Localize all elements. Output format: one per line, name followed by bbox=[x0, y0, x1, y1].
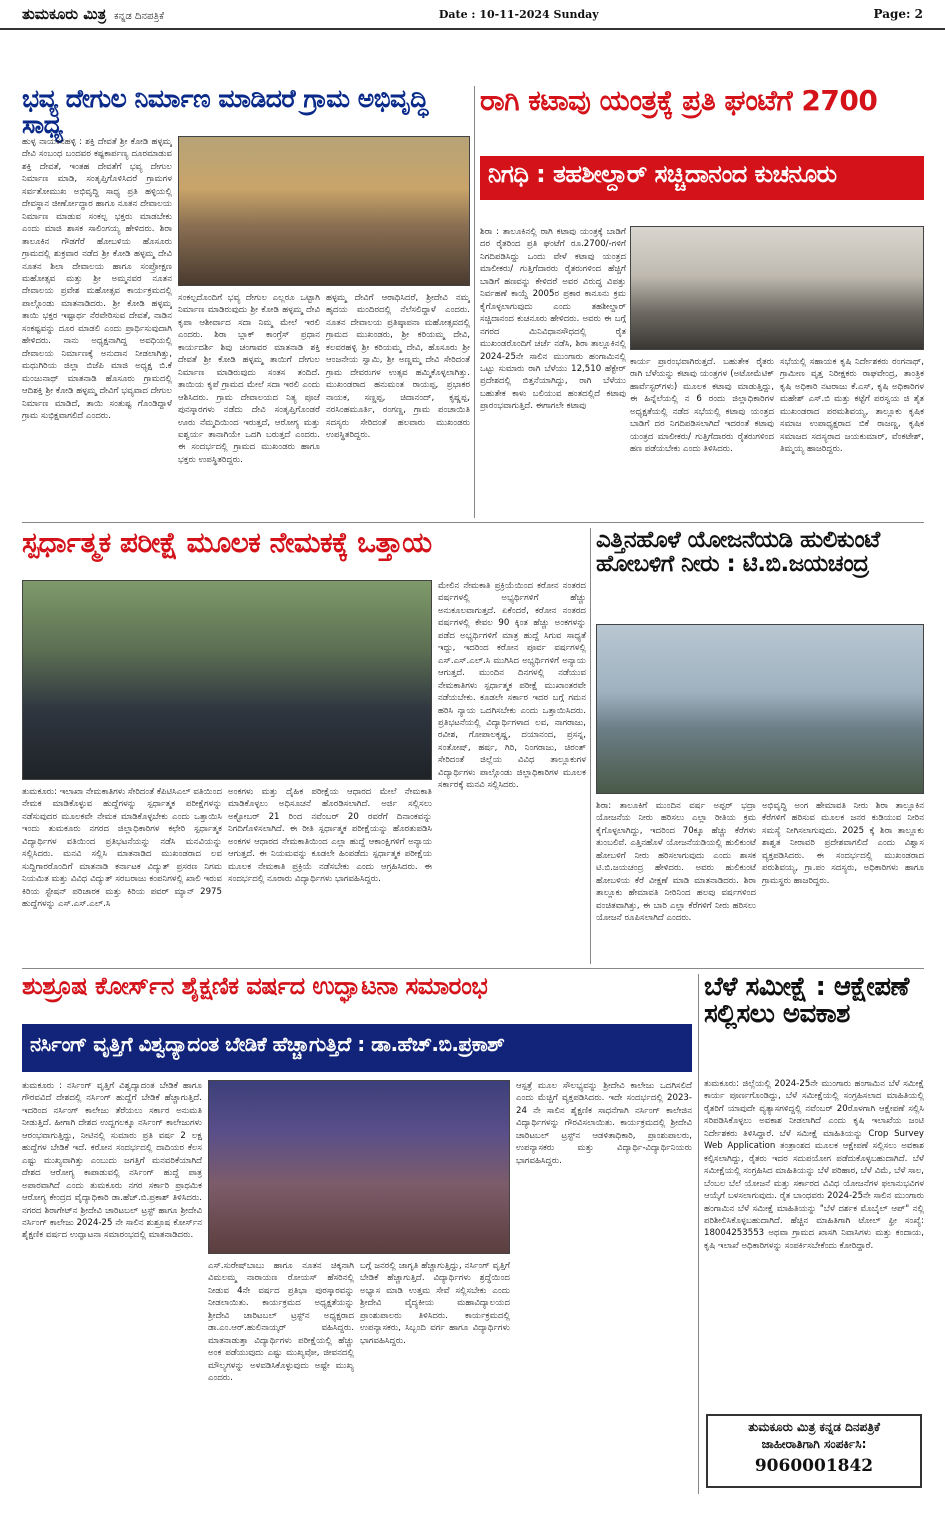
story5-headline: ಶುಶ್ರೂಷ ಕೋರ್ಸ್‌ನ ಶೈಕ್ಷಣಿಕ ವರ್ಷದ ಉದ್ಘಾಟನಾ ಸಮಾರಂಭ bbox=[22, 972, 488, 1000]
section-divider bbox=[22, 968, 924, 969]
story2-col1: ಶಿರಾ : ತಾಲೂಕಿನಲ್ಲಿ ರಾಗಿ ಕಟಾವು ಯಂತ್ರಕ್ಕೆ ಬಾಡಿಗೆ ದರ ರೈತರಿಂದ ಪ್ರತಿ ಘಂಟೆಗೆ ರೂ.2700/-ಗಳಿಗೆ ನಿಗದಿಪಡಿಸಿದ್ದು ಒಂದು ವೇಳೆ ಕಟಾವು ಯಂತ್ರದ ಮಾಲೀಕರು/ ಗುತ್ತಿಗೆದಾರರು ರೈತರುಗಳಿಂದ ಹೆಚ್ಚಿಗೆ ಬಾಡಿಗೆ ಹಣವನ್ನು ಕೇಳಿದರೆ ಅವರ ವಿರುದ್ಧ ವಿಪತ್ತು ನಿರ್ವಹಣೆ ಕಾಯ್ದೆ 2005ರ ಪ್ರಕಾರ ಕಾನೂನು ಕ್ರಮ ಕೈಗೊಳ್ಳಲಾಗುವುದು ಎಂದು ತಹಶೀಲ್ದಾರ್ ಸಚ್ಚಿದಾನಂದ ಕುಚನೂರು ಹೇಳಿದರು. ಅವರು ಈ ಬಗ್ಗೆ ನಗರದ ಮಿನಿವಿಧಾನಸೌಧದಲ್ಲಿ ರೈತ ಮುಖಂಡರೊಂದಿಗೆ ಚರ್ಚೆ ನಡೆಸಿ, ಶಿರಾ ತಾಲ್ಲೂಕಿನಲ್ಲಿ 2024-25ನೇ ಸಾಲಿನ ಮುಂಗಾರು ಹಂಗಾಮಿನಲ್ಲಿ ಒಟ್ಟು ಸುಮಾರು ರಾಗಿ ಬೆಳೆಯು 12,510 ಹೆಕ್ಟೇರ್ ಪ್ರದೇಶದಲ್ಲಿ ಬಿತ್ತನೆಯಾಗಿದ್ದು, ರಾಗಿ ಬೆಳೆಯು ಬಹುತೇಕ ಕಾಳು ಬಲಿಯುವ ಹಂತದಲ್ಲಿದೆ ಕಟಾವು ಪ್ರಾರಂಭವಾಗುತ್ತಿದೆ. ಈಗಾಗಲೇ ಕಟಾವು bbox=[480, 227, 626, 412]
story2-col2: ಕಾರ್ಯ ಪ್ರಾರಂಭವಾಗಿರುತ್ತದೆ. ಬಹುತೇಕ ರೈತರು ರಾಗಿ ಬೆಳೆಯನ್ನು ಕಟಾವು ಯಂತ್ರಗಳ (ಅಟೋಮೆಟಿಕ್ ಹಾರ್ವೆಸ್ಟರ್‌ಗಳು) ಮೂಲಕ ಕಟಾವು ಮಾಡುತ್ತಿದ್ದು, ಈ ಹಿನ್ನೆಲೆಯಲ್ಲಿ ನ 6 ರಂದು ಜಿಲ್ಲಾಧಿಕಾರಿಗಳ ಅಧ್ಯಕ್ಷತೆಯಲ್ಲಿ ನಡೆದ ಸಭೆಯಲ್ಲಿ ಕಟಾವು ಯಂತ್ರದ ಬಾಡಿಗೆ ದರ ನಿಗದಿಪಡಿಸಲಾಗಿದೆ ಇದರಂತೆ ಕಟಾವು ಯಂತ್ರದ ಮಾಲೀಕರು/ ಗುತ್ತಿಗೆದಾರರು ರೈತರುಗಳಿಂದ ಹಣ ಪಡೆಯಬೇಕು ಎಂದು ತಿಳಿಸಿದರು. bbox=[630, 357, 774, 455]
story4-col2: ಅಭಿವೃದ್ಧಿ ಅಂಗ ಹೇಮಾವತಿ ನೀರು ಶಿರಾ ತಾಲ್ಲೂಕಿನ ಕೆರೆಗಳಿಗೆ ಹರಿಸುವ ಮೂಲಕ ಜನರ ಕುಡಿಯುವ ನೀರಿನ ಸಮಸ್ಯೆ ನೀಗಿಸಲಾಗುವುದು. 2025 ಕ್ಕೆ ಶಿರಾ ತಾಲ್ಲೂಕು ಶಾಶ್ವತ ನೀರಾವರಿ ಪ್ರದೇಶವಾಗಲಿದೆ ಎಂದು ವಿಶ್ವಾಸ ವ್ಯಕ್ತಪಡಿಸಿದರು. ಈ ಸಂದರ್ಭದಲ್ಲಿ ಮುಖಂಡರಾದ ಪರುಶಿವಯ್ಯ, ಗ್ರಾ.ಪಂ ಸದಸ್ಯರು, ಅಧಿಕಾರಿಗಳು ಹಾಗೂ ಗ್ರಾಮಸ್ಥರು ಹಾಜರಿದ್ದರು. bbox=[762, 801, 924, 886]
story1-col1: ಹುಳ್ಳ ನಾಯಕನಹಳ್ಳಿ : ಶಕ್ತಿ ದೇವತೆ ಶ್ರೀ ಕೋಡಿ ಹಳ್ಳಮ್ಮ ದೇವಿ ಸಂಬಂಧ ಬಂದವರ ಕಷ್ಟಕಾರ್ಪಣ್ಯ ದೂರಮಾಡುವ ಶಕ್ತಿ ದೇವತೆ, ಇಂತಹ ದೇವತೆಗೆ ಭವ್ಯ ದೇಗುಲ ನಿರ್ಮಾಣ ಮಾಡಿ, ಸಂತೃಪ್ತಿಗೊಳಿಸಿದರೆ ಗ್ರಾಮಗಳ ಸರ್ವತೋಮುಖ ಅಭಿವೃದ್ಧಿ ಸಾಧ್ಯ ಪ್ರತಿ ಹಳ್ಳಿಯಲ್ಲಿ ದೇವಸ್ಥಾನ ಜೀರ್ಣೋದ್ಧಾರ ಹಾಗೂ ನೂತನ ದೇವಾಲಯ ನಿರ್ಮಾಣ ಮಾಡುವ ಸಂಕಲ್ಪ ಭಕ್ತರು ಮಾಡಬೇಕು ಎಂದು ಮಾಜಿ ಶಾಸಕ ಸಾಲಿಂಗಯ್ಯ ಹೇಳಿದರು. ಶಿರಾ ತಾಲೂಕಿನ ಗೌಡಗೆರೆ ಹೋಬಳಿಯ ಹೊಸೂರು ಗ್ರಾಮದಲ್ಲಿ ಶುಕ್ರವಾರ ನಡೆದ ಶ್ರೀ ಕೋಡಿ ಹಳ್ಳಮ್ಮ ದೇವಿ ನೂತನ ಶಿಲಾ ದೇವಾಲಯ ಹಾಗೂ ಸಂಪ್ರೋಕ್ಷಣ ಮಹೋತ್ಸವ ಮತ್ತು ಶ್ರೀ ಅಮ್ಮನವರ ನೂತನ ದೇವಾಲಯ ಪ್ರವೇಶ ಮಹೋತ್ಸವ ಕಾರ್ಯಕ್ರಮದಲ್ಲಿ ಪಾಲ್ಗೊಂಡು ಮಾತನಾಡಿದರು. ಶ್ರೀ ಕೋಡಿ ಹಳ್ಳಮ್ಮ ತಾಯಿ ಭಕ್ತರ ಇಷ್ಟಾರ್ಥ ನೆರವೇರಿಸುವ ದೇವತೆ, ನಾಡಿನ ಸಂಕಷ್ಟವನ್ನು ದೂರ ಮಾಡಲಿ ಎಂದು ಪ್ರಾರ್ಥಿಸುವುದಾಗಿ ಹೇಳಿದರು. ನಾನು ಅಧ್ಯಕ್ಷನಾಗಿದ್ದ ಅವಧಿಯಲ್ಲಿ ದೇವಾಲಯ ನಿರ್ಮಾಣಕ್ಕೆ ಅನುದಾನ ನೀಡಲಾಗಿತ್ತು, ಮಧುಗಿರಿಯ ಜಿಲ್ಲಾ ಬಿಜೆಪಿ ಮಾಜಿ ಅಧ್ಯಕ್ಷ ಬಿ.ಕೆ ಮಂಜುನಾಥ್ ಮಾತನಾಡಿ ಹೊಸೂರು ಗ್ರಾಮದಲ್ಲಿ ಆದಿಶಕ್ತಿ ಶ್ರೀ ಕೋಡಿ ಹಳ್ಳಮ್ಮ ದೇವಿಗೆ ಭವ್ಯವಾದ ದೇಗುಲ ನಿರ್ಮಾಣ ಮಾಡಿದೆ, ತಾಯಿ ಸಂತುಷ್ಟ ಗೊಂಡಿದ್ದಾಳೆ ಗ್ರಾಮ ಸುಭಿಕ್ಷವಾಗಲಿದೆ ಎಂದರು. bbox=[22, 137, 172, 421]
story3-col2: ಅಂಕಗಳು ಮತ್ತು ದೈಹಿಕ ಪರೀಕ್ಷೆಯ ಆಧಾರದ ಮೇಲೆ ನೇಮಕಾತಿ ಮಾಡಿಕೊಳ್ಳಲು ಅಧಿಸೂಚನೆ ಹೊರಡಿಸಲಾಗಿದೆ. ಅರ್ಜಿ ಸಲ್ಲಿಸಲು ಅಕ್ಟೋಬರ್ 21 ರಿಂದ ನವೆಂಬರ್ 20 ರವರೆಗೆ ದಿನಾಂಕವನ್ನು ನಿಗದಿಗೊಳಿಸಲಾಗಿದೆ. ಈ ರೀತಿ ಸ್ಪರ್ಧಾತ್ಮಕ ಪರೀಕ್ಷೆಯನ್ನು ಹೊರತುಪಡಿಸಿ ಅಂಕಗಳ ಆಧಾರದ ನೇಮಕಾತಿಯಿಂದ ಎಲ್ಲಾ ಹುದ್ದೆ ಆಕಾಂಕ್ಷಿಗಳಿಗೆ ಅನ್ಯಾಯ ಆಗುತ್ತದೆ. ಈ ನಿಯಮವನ್ನು ಕೂಡಲೇ ಹಿಂಪಡೆದು ಸ್ಪರ್ಧಾತ್ಮಕ ಪರೀಕ್ಷೆಯ ಮೂಲಕ ನೇಮಕಾತಿ ಪ್ರಕ್ರಿಯೆ ನಡೆಸಬೇಕು ಎಂದು ಆಗ್ರಹಿಸಿದರು. ಈ ಸಂದರ್ಭದಲ್ಲಿ ನೂರಾರು ವಿದ್ಯಾರ್ಥಿಗಳು ಭಾಗವಹಿಸಿದ್ದರು. bbox=[228, 787, 432, 885]
story5-col1: ತುಮಕೂರು : ನರ್ಸಿಂಗ್ ವೃತ್ತಿಗೆ ವಿಶ್ವದ್ಯಾದಂತ ಬೇಡಿಕೆ ಹಾಗೂ ಗೌರವವಿದೆ ದೇಶದಲ್ಲಿ ನರ್ಸಿಂಗ್ ಹುದ್ದೆಗೆ ಬೇಡಿಕೆ ಹೆಚ್ಚಾಗುತ್ತಿದೆ. ಇದರಿಂದ ನರ್ಸಿಂಗ್ ಕಾಲೇಜು ತೆರೆಯಲು ಸರ್ಕಾರ ಅನುಮತಿ ನೀಡುತ್ತಿದೆ. ಹೀಗಾಗಿ ದೇಶದ ಉದ್ದಗಲಕ್ಕೂ ನರ್ಸಿಂಗ್ ಕಾಲೇಜುಗಳು ಆರಂಭವಾಗುತ್ತಿದ್ದು, ನೀಟಿನಲ್ಲಿ ಸುಮಾರು ಪ್ರತಿ ವರ್ಷ 2 ಲಕ್ಷ ಹುದ್ದೆಗಳ ಬೇಡಿಕೆ ಇದೆ. ಕರೋನ ಸಂದರ್ಭದಲ್ಲಿ ದಾದಿಯರ ಕೆಲಸ ಎಷ್ಟು ಮುಖ್ಯವಾಗಿತ್ತು ಎಂಬುದು ಜಗತ್ತಿಗೆ ಮನವರಿಕೆಯಾಗಿದೆ ದೇಶದ ಆರೋಗ್ಯ ಕಾಪಾಡುವಲ್ಲಿ ನರ್ಸಿಂಗ್ ಹುದ್ದೆ ಪಾತ್ರ ಅಪಾರವಾಗಿದೆ ಎಂದು ತುಮಕೂರು ನಗರ ಸರ್ಕಾರಿ ಪ್ರಾಥಮಿಕ ಆರೋಗ್ಯ ಕೇಂದ್ರದ ವೈದ್ಯಾಧಿಕಾರಿ ಡಾ.ಹೆಚ್.ಬಿ.ಪ್ರಕಾಶ್ ತಿಳಿಸಿದರು. ನಗರದ ಶಿರಾಗೇಟ್‌ನ ಶ್ರೀದೇವಿ ಚಾರಿಟಬಲ್ ಟ್ರಸ್ಟ್ ಹಾಗೂ ಶ್ರೀದೇವಿ ನರ್ಸಿಂಗ್ ಕಾಲೇಜು 2024-25 ನೇ ಸಾಲಿನ ಶುಶ್ರೂಷ ಕೋರ್ಸ್‌ನ ಶೈಕ್ಷಣಿಕ ವರ್ಷದ ಉದ್ಘಾಟನಾ ಸಮಾರಂಭದಲ್ಲಿ ಮಾತನಾಡಿದರು. bbox=[22, 1081, 202, 1241]
ad-phone-number: 9060001842 bbox=[754, 1456, 874, 1476]
story3-col1: ತುಮಕೂರು: ಇಲಾಖಾ ನೇಮಕಾತಿಗಳು ಸೇರಿದಂತೆ ಕೆಪಿಟಿಸಿಎಲ್ ವತಿಯಿಂದ ನೇಮಕ ಮಾಡಿಕೊಳ್ಳುವ ಹುದ್ದೆಗಳನ್ನು ಸ್ಪರ್ಧಾತ್ಮಕ ಪರೀಕ್ಷೆಗಳನ್ನು ನಡೆಸುವುದರ ಮೂಲಕವೇ ನೇಮಕ ಮಾಡಿಕೊಳ್ಳಬೇಕು ಎಂದು ಒತ್ತಾಯಿಸಿ ಇಂದು ತುಮಕೂರು ನಗರದ ಜಿಲ್ಲಾಧಿಕಾರಿಗಳ ಕಛೇರಿ ಸ್ಪರ್ಧಾತ್ಮಕ ವಿದ್ಯಾರ್ಥಿಗಳ ವತಿಯಿಂದ ಪ್ರತಿಭಟನೆಯನ್ನು ನಡೆಸಿ ಮನವಿಯನ್ನು ಸಲ್ಲಿಸಿದರು. ಮನವಿ ಸಲ್ಲಿಸಿ ಮಾತನಾಡಿದ ಮುಖಂಡರಾದ ಲವ ಸುದ್ದಿಗಾರರೊಂದಿಗೆ ಮಾತನಾಡಿ ಕರ್ನಾಟಕ ವಿದ್ಯುತ್ ಪ್ರಸರಣ ನಿಗಮ ನಿಯಮಿತ ಮತ್ತು ವಿವಿಧ ವಿದ್ಯುತ್ ಸರಬರಾಜು ಕಂಪನಿಗಳಲ್ಲಿ ಖಾಲಿ ಇರುವ ಕಿರಿಯ ಸ್ಟೇಷನ್ ಪರಿಚಾರಕ ಮತ್ತು ಕಿರಿಯ ಪವರ್ ಮ್ಯಾನ್ 2975 ಹುದ್ದೆಗಳನ್ನು ಎಸ್.ಎಸ್.ಎಲ್.ಸಿ bbox=[22, 787, 222, 910]
page-number: Page: 2 bbox=[873, 7, 923, 21]
story5-col3: ಬಗ್ಗೆ ಜನರಲ್ಲಿ ಜಾಗೃತಿ ಹೆಚ್ಚಾಗುತ್ತಿದ್ದು, ನರ್ಸಿಂಗ್ ವೃತ್ತಿಗೆ ಬೇಡಿಕೆ ಹೆಚ್ಚಾಗುತ್ತಿದೆ. ವಿದ್ಯಾರ್ಥಿಗಳು ಶ್ರದ್ಧೆಯಿಂದ ಅಭ್ಯಾಸ ಮಾಡಿ ಉತ್ತಮ ಸೇವೆ ಸಲ್ಲಿಸಬೇಕು ಎಂದು ಶ್ರೀದೇವಿ ವೈದ್ಯಕೀಯ ಮಹಾವಿದ್ಯಾಲಯದ ಪ್ರಾಂಶುಪಾಲರು ತಿಳಿಸಿದರು. ಕಾರ್ಯಕ್ರಮದಲ್ಲಿ ಉಪನ್ಯಾಸಕರು, ಸಿಬ್ಬಂದಿ ವರ್ಗ ಹಾಗೂ ವಿದ್ಯಾರ್ಥಿಗಳು ಭಾಗವಹಿಸಿದ್ದರು. bbox=[360, 1261, 510, 1346]
story5-col2: ಎಸ್.ಸುರೇಷ್‌ಬಾಬು ಹಾಗೂ ನೂತನ ಚಿಕ್ಕನಾಗಿ ವಿಮಲಮ್ಮ ನಾರಾಯಣ ರೋಯಸ್ ಹೆಸರಿನಲ್ಲಿ ನೀಡುವ 4ನೇ ವರ್ಷದ ಪ್ರತಿಭಾ ಪುರಸ್ಕಾರವನ್ನು ನೀಡಲಾಯಿತು. ಕಾರ್ಯಕ್ರಮದ ಅಧ್ಯಕ್ಷತೆಯನ್ನು ಶ್ರೀದೇವಿ ಚಾರಿಟಬಲ್ ಟ್ರಸ್ಟ್‌ನ ಅಧ್ಯಕ್ಷರಾದ ಡಾ.ಎಂ.ಆರ್.ಹುಲಿನಾಯ್ಕರ್ ವಹಿಸಿದ್ದರು. ಮಾತನಾಡುತ್ತಾ ವಿದ್ಯಾರ್ಥಿಗಳು ಪರೀಕ್ಷೆಯಲ್ಲಿ ಹೆಚ್ಚು ಅಂಕ ಪಡೆಯುವುದು ಎಷ್ಟು ಮುಖ್ಯವೋ, ಜೀವನದಲ್ಲಿ ಮೌಲ್ಯಗಳನ್ನು ಅಳವಡಿಸಿಕೊಳ್ಳುವುದು ಅಷ್ಟೇ ಮುಖ್ಯ ಎಂದರು. bbox=[208, 1261, 354, 1384]
paper-name-block bbox=[22, 5, 164, 23]
story2-col3: ಸಭೆಯಲ್ಲಿ ಸಹಾಯಕ ಕೃಷಿ ನಿರ್ದೇಶಕರು ರಂಗನಾಥ್, ಗ್ರಾಮೀಣ ವೃತ್ತ ನಿರೀಕ್ಷಕರು ರಾಘವೇಂದ್ರ, ತಾಂತ್ರಿಕ ಕೃಷಿ ಅಧಿಕಾರಿ ನಟರಾಜು ಕೆ.ಎಸ್, ಕೃಷಿ ಅಧಿಕಾರಿಗಳ ಮಹೇಶ್ ಎಸ್.ಬಿ ಮತ್ತು ಕಟ್ಟೆಗೆ ಪರಸ್ವಯ ಜಿ ತೈತ ಮುಖಂಡರಾದ ಪರಮಶಿವಯ್ಯ, ತಾಲ್ಲೂಕು ಕೃಷಿಕ ಸಮಾಜ ಉಪಾಧ್ಯಕ್ಷರಾದ ಬಿಕೆ ರಾಜಣ್ಣ, ಕೃಷಿಕ ಸಮಾಜದ ಸದಸ್ಯರಾದ ಜಯಕುಮಾರ್, ವೆಂಕಟೇಶ್, ತಿಮ್ಮಯ್ಯ ಹಾಜರಿದ್ದರು. bbox=[780, 357, 924, 455]
paper-subtitle: ಕನ್ನಡ ದಿನಪತ್ರಿಕೆ bbox=[113, 11, 164, 22]
story2-subheadline: ನಿಗಧಿ : ತಹಶೀಲ್ದಾರ್ ಸಚ್ಚಿದಾನಂದ ಕುಚನೂರು bbox=[480, 156, 924, 200]
nursing-ceremony-photo bbox=[208, 1080, 510, 1254]
story3-col3: ಮೇಲಿನ ನೇಮಕಾತಿ ಪ್ರಕ್ರಿಯೆಯಿಂದ ಕರೋನ ನಂತರದ ವರ್ಷಗಳಲ್ಲಿ ಅಭ್ಯರ್ಥಿಗಳಿಗೆ ಹೆಚ್ಚು ಅನುಕೂಲವಾಗುತ್ತದೆ. ಏಕೆಂದರೆ, ಕರೋನ ನಂತರದ ವರ್ಷಗಳಲ್ಲಿ ಕೇವಲ 90 ಕ್ಕಿಂತ ಹೆಚ್ಚು ಅಂಕಗಳನ್ನು ಪಡೆದ ಅಭ್ಯರ್ಥಿಗಳಿಗೆ ಮಾತ್ರ ಹುದ್ದೆ ಸಿಗುವ ಸಾಧ್ಯತೆ ಇದ್ದು, ಇದರಿಂದ ಕರೋನ ಪೂರ್ವ ವರ್ಷಗಳಲ್ಲಿ ಎಸ್.ಎಸ್.ಎಲ್.ಸಿ ಮುಗಿಸಿದ ಅಭ್ಯರ್ಥಿಗಳಿಗೆ ಅನ್ಯಾಯ ಆಗುತ್ತದೆ. ಮುಂದಿನ ದಿನಗಳಲ್ಲಿ ನಡೆಯುವ ನೇಮಕಾತಿಗಳು ಸ್ಪರ್ಧಾತ್ಮಕ ಪರೀಕ್ಷೆ ಮುಖಾಂತರವೇ ನಡೆಯಬೇಕು. ಕೂಡಲೇ ಸರ್ಕಾರ ಇದರ ಬಗ್ಗೆ ಗಮನ ಹರಿಸಿ ನ್ಯಾಯ ಒದಗಿಸಬೇಕು ಎಂದು ಒತ್ತಾಯಿಸಿದರು. ಪ್ರತಿಭಟನೆಯಲ್ಲಿ ವಿದ್ಯಾರ್ಥಿಗಳಾದ ಲವ, ನಾಗರಾಜು, ರವೀಶ, ಗೋಪಾಲಕೃಷ್ಣ, ದಯಾನಂದ, ಪ್ರಸನ್ನ, ಸಂತೋಷ್, ಹರ್ಷ, ಗಿರಿ, ನಿಂಗರಾಜು, ಚಿರಂತ್ ಸೇರಿದಂತೆ ಜಿಲ್ಲೆಯ ವಿವಿಧ ತಾಲ್ಲೂಕುಗಳ ವಿದ್ಯಾರ್ಥಿಗಳು ಪಾಲ್ಗೊಂಡು ಜಿಲ್ಲಾಧಿಕಾರಿಗಳ ಮೂಲಕ ಸರ್ಕಾರಕ್ಕೆ ಮನವಿ ಸಲ್ಲಿಸಿದರು. bbox=[438, 581, 586, 791]
temple-event-photo bbox=[178, 136, 470, 286]
ad-paper-name: ತುಮಕೂರು ಮಿತ್ರ ಕನ್ನಡ ದಿನಪತ್ರಿಕೆ bbox=[748, 1420, 880, 1434]
story1-col3: ಹಳ್ಳಮ್ಮ ದೇವಿಗೆ ಆರಾಧಿಸಿದರೆ, ಶ್ರೀದೇವಿ ನಮ್ಮ ಹೃದಯ ಮಂದಿರದಲ್ಲಿ ನೆಲೆಸಲಿದ್ದಾಳೆ ಎಂದರು. ನೂತನ ದೇವಾಲಯ ಪ್ರತಿಷ್ಠಾಪನಾ ಮಹೋತ್ಸವದಲ್ಲಿ ಗ್ರಾಮದ ಮುಖಂಡರು, ಶ್ರೀ ಕರಿಯಮ್ಮ ದೇವಿ, ಕಲವರಹಳ್ಳಿ ಶ್ರೀ ಕರಿಯಮ್ಮ ದೇವಿ, ಹೊಸೂರು ಶ್ರೀ ಆಂಜನೇಯ ಸ್ವಾಮಿ, ಶ್ರೀ ಅಣ್ಣಮ್ಮ ದೇವಿ ಸೇರಿದಂತೆ ಗ್ರಾಮ ದೇವರುಗಳ ಉತ್ಸವ ಹಮ್ಮಿಕೊಳ್ಳಲಾಗಿತ್ತು. ಮುಖಂಡರಾದ ಹನುಮಂತ ರಾಯಪ್ಪ, ಪ್ರಭಾಕರ ನಾಯಕ, ಸಣ್ಣಪ್ಪ, ಚಿದಾನಂದ್, ಕೃಷ್ಣಪ್ಪ, ನರಸಿಂಹಮೂರ್ತಿ, ರಂಗಣ್ಣ, ಗ್ರಾಮ ಪಂಚಾಯಿತಿ ಸದಸ್ಯರು ಸೇರಿದಂತೆ ಹಲವಾರು ಮುಖಂಡರು ಉಪಸ್ಥಿತರಿದ್ದರು. bbox=[326, 293, 470, 440]
column-divider bbox=[698, 974, 699, 1494]
column-divider bbox=[474, 86, 475, 518]
advertisement-box bbox=[706, 1414, 922, 1488]
story3-headline: ಸ್ಪರ್ಧಾತ್ಮಕ ಪರೀಕ್ಷೆ ಮೂಲಕ ನೇಮಕಕ್ಕೆ ಒತ್ತಾಯ bbox=[22, 526, 432, 559]
ad-contact-label: ಜಾಹೀರಾತಿಗಾಗಿ ಸಂಪರ್ಕಿಸಿ: bbox=[761, 1437, 867, 1451]
story1-headline: ಭವ್ಯ ದೇಗುಲ ನಿರ್ಮಾಣ ಮಾಡಿದರೆ ಗ್ರಾಮ ಅಭಿವೃದ್ಧಿ ಸಾಧ್ಯ bbox=[22, 84, 428, 140]
story4-col1: ಶಿರಾ: ತಾಲೂಕಿಗೆ ಮುಂದಿನ ವರ್ಷ ಅಪ್ಪರ್ ಭದ್ರಾ ಯೋಜನೆಯ ನೀರು ಹರಿಸಲು ಎಲ್ಲಾ ರೀತಿಯ ಕ್ರಮ ಕೈಗೊಳ್ಳಲಾಗಿದ್ದು, ಇದರಿಂದ 70ಕ್ಕೂ ಹೆಚ್ಚು ಕೆರೆಗಳು ತುಂಬಲಿವೆ. ಎತ್ತಿನಹೊಳೆ ಯೋಜನೆಯಡಿಯಲ್ಲಿ ಹುಲಿಕುಂಟೆ ಹೋಬಳಿಗೆ ನೀರು ಹರಿಸಲಾಗುವುದು ಎಂದು ಶಾಸಕ ಟಿ.ಬಿ.ಜಯಚಂದ್ರ ಹೇಳಿದರು. ಅವರು ಹುಲಿಕುಂಟೆ ಹೋಬಳಿಯ ಕೆರೆ ವೀಕ್ಷಣೆ ಮಾಡಿ ಮಾತನಾಡಿದರು. ಶಿರಾ ತಾಲ್ಲೂಕು ಹೇಮಾವತಿ ನೀರಿನಿಂದ ಹಲವು ವರ್ಷಗಳಿಂದ ವಂಚಿತವಾಗಿತ್ತು, ಈ ಬಾರಿ ಎಲ್ಲಾ ಕೆರೆಗಳಿಗೆ ನೀರು ಹರಿಸಲು ಯೋಜನೆ ರೂಪಿಸಲಾಗಿದೆ ಎಂದರು. bbox=[596, 801, 756, 924]
column-divider bbox=[590, 528, 591, 964]
story5-col4: ಆಸ್ಪತ್ರೆ ಮೂಲ ಸೌಲಭ್ಯವನ್ನು ಶ್ರೀದೇವಿ ಕಾಲೇಜು ಒದಗಿಸಲಿದೆ ಎಂದು ಮೆಚ್ಚಿಗೆ ವ್ಯಕ್ತಪಡಿಸಿದರು. ಇದೇ ಸಂದರ್ಭದಲ್ಲಿ 2023-24 ನೇ ಸಾಲಿನ ಶೈಕ್ಷಣಿಕ ಸಾಧನೆಗಾಗಿ ನರ್ಸಿಂಗ್ ಕಾಲೇಜಿನ ವಿದ್ಯಾರ್ಥಿಗಳನ್ನು ಗೌರವಿಸಲಾಯಿತು. ಕಾರ್ಯಕ್ರಮದಲ್ಲಿ ಶ್ರೀದೇವಿ ಚಾರಿಟಬಲ್ ಟ್ರಸ್ಟ್‌ನ ಆಡಳಿತಾಧಿಕಾರಿ, ಪ್ರಾಂಶುಪಾಲರು, ಉಪನ್ಯಾಸಕರು ಮತ್ತು ವಿದ್ಯಾರ್ಥಿ-ವಿದ್ಯಾರ್ಥಿನಿಯರು ಭಾಗವಹಿಸಿದ್ದರು. bbox=[516, 1081, 692, 1166]
story6-headline: ಬೆಳೆ ಸಮೀಕ್ಷೆ : ಆಕ್ಷೇಪಣೆ ಸಲ್ಲಿಸಲು ಅವಕಾಶ bbox=[704, 972, 909, 1030]
meeting-photo bbox=[630, 226, 924, 350]
masthead bbox=[0, 0, 945, 30]
story1-col2: ಸಂಕಲ್ಪದೊಂದಿಗೆ ಭವ್ಯ ದೇಗುಲ ಎಲ್ಲರೂ ಒಟ್ಟಾಗಿ ನಿರ್ಮಾಣ ಮಾಡಿರುವುದು ಶ್ರೀ ಕೋಡಿ ಹಳ್ಳಮ್ಮ ದೇವಿ ಕೃಪಾ ಆಶೀರ್ವಾದ ಸದಾ ನಿಮ್ಮ ಮೇಲೆ ಇರಲಿ ಎಂದರು. ಶಿರಾ ಬ್ಲಾಕ್ ಕಾಂಗ್ರೆಸ್ ಪ್ರಧಾನ ಕಾರ್ಯದರ್ಶಿ ಶಿವು ಚಂಗಾವರ ಮಾತನಾಡಿ ಶಕ್ತಿ ದೇವತೆ ಶ್ರೀ ಕೋಡಿ ಹಳ್ಳಮ್ಮ ತಾಯಿಗೆ ದೇಗುಲ ನಿರ್ಮಾಣ ಮಾಡಿರುವುದು ಸಂತಸ ತಂದಿದೆ. ತಾಯಿಯ ಕೃಪೆ ಗ್ರಾಮದ ಮೇಲೆ ಸದಾ ಇರಲಿ ಎಂದು ಆಶಿಸಿದರು. ಗ್ರಾಮ ದೇವಾಲಯದ ನಿತ್ಯ ಪೂಜೆ ಪುನಸ್ಕಾರಗಳು ನಡೆದು ದೇವಿ ಸಂತೃಪ್ತಿಗೊಂಡರೆ ಊರು ನೆಮ್ಮದಿಯಿಂದ ಇರುತ್ತದೆ, ಆರೋಗ್ಯ ಮತ್ತು ಐಶ್ವರ್ಯ ತಾನಾಗಿಯೇ ಒದಗಿ ಬರುತ್ತದೆ ಎಂದರು. ಈ ಸಂದರ್ಭದಲ್ಲಿ ಗ್ರಾಮದ ಮುಖಂಡರು ಹಾಗೂ ಭಕ್ತರು ಉಪಸ್ಥಿತರಿದ್ದರು. bbox=[178, 293, 320, 465]
section-divider bbox=[22, 522, 924, 523]
paper-name: ತುಮಕೂರು ಮಿತ್ರ bbox=[22, 5, 107, 23]
story4-headline: ಎತ್ತಿನಹೊಳೆ ಯೋಜನೆಯಡಿ ಹುಲಿಕುಂಟೆ ಹೋಬಳಿಗೆ ನೀರು : ಟಿ.ಬಿ.ಜಯಚಂದ್ರ bbox=[596, 527, 880, 578]
story5-subheadline: ನರ್ಸಿಂಗ್ ವೃತ್ತಿಗೆ ವಿಶ್ವದ್ಯಾದಂತ ಬೇಡಿಕೆ ಹೆಚ್ಚಾಗುತ್ತಿದೆ : ಡಾ.ಹೆಚ್.ಬಿ.ಪ್ರಕಾಶ್ bbox=[22, 1024, 692, 1072]
story6-body: ತುಮಕೂರು: ಜಿಲ್ಲೆಯಲ್ಲಿ 2024-25ನೇ ಮುಂಗಾರು ಹಂಗಾಮಿನ ಬೆಳೆ ಸಮೀಕ್ಷೆ ಕಾರ್ಯ ಪೂರ್ಣಗೊಂಡಿದ್ದು, ಬೆಳೆ ಸಮೀಕ್ಷೆಯಲ್ಲಿ ಸಂಗ್ರಹಿಸಲಾದ ಮಾಹಿತಿಯಲ್ಲಿ ರೈತರಿಗೆ ಯಾವುದೇ ವ್ಯತ್ಯಾಸಗಳಿದ್ದಲ್ಲಿ ನವೆಂಬರ್ 20ರೊಳಗಾಗಿ ಆಕ್ಷೇಪಣೆ ಸಲ್ಲಿಸಿ ಸರಿಪಡಿಸಿಕೊಳ್ಳಲು ಅವಕಾಶ ನೀಡಲಾಗಿದೆ ಎಂದು ಕೃಷಿ ಇಲಾಖೆಯ ಜಂಟಿ ನಿರ್ದೇಶಕರು ತಿಳಿಸಿದ್ದಾರೆ. ಬೆಳೆ ಸಮೀಕ್ಷೆ ಮಾಹಿತಿಯನ್ನು Crop Survey Web Application ತಂತ್ರಾಂಶದ ಮೂಲಕ ಆಕ್ಷೇಪಣೆ ಸಲ್ಲಿಸಲು ಅವಕಾಶ ಕಲ್ಪಿಸಲಾಗಿದ್ದು, ರೈತರು ಇದರ ಸದುಪಯೋಗ ಪಡೆದುಕೊಳ್ಳಬಹುದಾಗಿದೆ. ಬೆಳೆ ಸಮೀಕ್ಷೆಯಲ್ಲಿ ಸಂಗ್ರಹಿಸಿದ ಮಾಹಿತಿಯನ್ನು ಬೆಳೆ ಪರಿಹಾರ, ಬೆಳೆ ವಿಮೆ, ಬೆಳೆ ಸಾಲ, ಬೆಂಬಲ ಬೆಲೆ ಯೋಜನೆ ಮತ್ತು ಸರ್ಕಾರದ ವಿವಿಧ ಯೋಜನೆಗಳ ಫಲಾನುಭವಿಗಳ ಆಯ್ಕೆಗೆ ಬಳಸಲಾಗುವುದು. ರೈತ ಬಾಂಧವರು 2024-25ನೇ ಸಾಲಿನ ಮುಂಗಾರು ಹಂಗಾಮಿನ ಬೆಳೆ ಸಮೀಕ್ಷೆ ಮಾಹಿತಿಯನ್ನು "ಬೆಳೆ ದರ್ಶಕ ಮೊಬೈಲ್ ಆಪ್" ನಲ್ಲಿ ಪರಿಶೀಲಿಸಿಕೊಳ್ಳಬಹುದಾಗಿದೆ. ಹೆಚ್ಚಿನ ಮಾಹಿತಿಗಾಗಿ ಟೋಲ್ ಫ್ರೀ ಸಂಖ್ಯೆ: 18004253553 ಅಥವಾ ಗ್ರಾಮದ ಖಾಸಗಿ ನಿವಾಸಿಗಳು ಮತ್ತು ಕಂದಾಯ, ಕೃಷಿ ಇಲಾಖೆ ಅಧಿಕಾರಿಗಳನ್ನು ಸಂಪರ್ಕಿಸಬೇಕೆಂದು ಕೋರಿದ್ದಾರೆ. bbox=[704, 1079, 924, 1251]
story2-headline: ರಾಗಿ ಕಟಾವು ಯಂತ್ರಕ್ಕೆ ಪ್ರತಿ ಘಂಟೆಗೆ 2700 bbox=[480, 84, 878, 117]
issue-date: Date : 10-11-2024 Sunday bbox=[438, 7, 599, 21]
lake-inspection-photo bbox=[596, 624, 924, 794]
protest-photo bbox=[22, 580, 432, 780]
